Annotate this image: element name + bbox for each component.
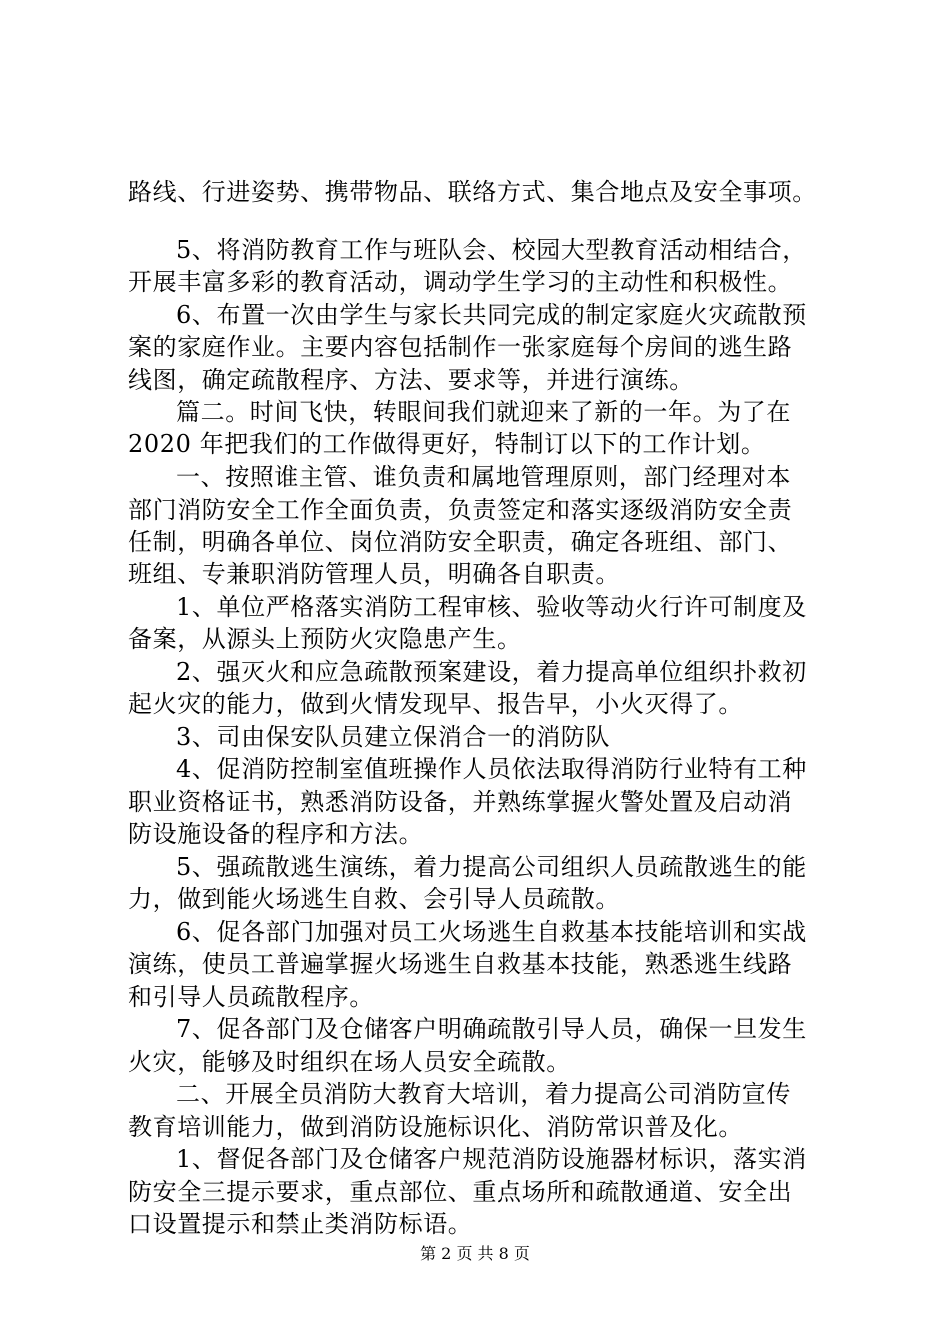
text-line: 4、促消防控制室值班操作人员依法取得消防行业特有工种 [176, 755, 807, 783]
text-line: 一、按照谁主管、谁负责和属地管理原则，部门经理对本 [176, 463, 791, 491]
text-line: 力，做到能火场逃生自救、会引导人员疏散。 [128, 885, 620, 913]
text-line: 7、促各部门及仓储客户明确疏散引导人员，确保一旦发生 [176, 1015, 807, 1043]
text-line: 火灾，能够及时组织在场人员安全疏散。 [128, 1048, 571, 1076]
text-line: 开展丰富多彩的教育活动，调动学生学习的主动性和积极性。 [128, 268, 793, 296]
text-line: 起火灾的能力，做到火情发现早、报告早，小火灭得了。 [128, 690, 743, 718]
text-line: 防安全三提示要求，重点部位、重点场所和疏散通道、安全出 [128, 1178, 793, 1206]
text-line: 备案，从源头上预防火灾隐患产生。 [128, 625, 522, 653]
text-line: 班组、专兼职消防管理人员，明确各自职责。 [128, 560, 620, 588]
text-line: 和引导人员疏散程序。 [128, 983, 374, 1011]
text-line: 部门消防安全工作全面负责，负责签定和落实逐级消防安全责 [128, 496, 793, 524]
text-line: 1、督促各部门及仓储客户规范消防设施器材标识，落实消 [176, 1145, 807, 1173]
text-line: 案的家庭作业。主要内容包括制作一张家庭每个房间的逃生路 [128, 333, 793, 361]
text-line: 2、强灭火和应急疏散预案建设，着力提高单位组织扑救初 [176, 658, 807, 686]
text-line: 5、强疏散逃生演练，着力提高公司组织人员疏散逃生的能 [176, 853, 807, 881]
text-line: 演练，使员工普遍掌握火场逃生自救基本技能，熟悉逃生线路 [128, 950, 793, 978]
text-line: 二、开展全员消防大教育大培训，着力提高公司消防宣传 [176, 1080, 791, 1108]
text-line: 6、促各部门加强对员工火场逃生自救基本技能培训和实战 [176, 918, 807, 946]
text-line: 6、布置一次由学生与家长共同完成的制定家庭火灾疏散预 [176, 301, 807, 329]
text-line: 线图，确定疏散程序、方法、要求等，并进行演练。 [128, 366, 694, 394]
text-line: 口设置提示和禁止类消防标语。 [128, 1210, 473, 1238]
text-line: 路线、行进姿势、携带物品、联络方式、集合地点及安全事项。 [128, 178, 817, 206]
text-line: 任制，明确各单位、岗位消防安全职责，确定各班组、部门、 [128, 528, 793, 556]
text-line: 防设施设备的程序和方法。 [128, 820, 424, 848]
text-line: 篇二。时间飞快，转眼间我们就迎来了新的一年。为了在 [176, 398, 791, 426]
text-line: 2020 年把我们的工作做得更好，特制订以下的工作计划。 [128, 430, 766, 458]
text-line: 1、单位严格落实消防工程审核、验收等动火行许可制度及 [176, 593, 807, 621]
text-line: 3、司由保安队员建立保消合一的消防队 [176, 723, 611, 751]
text-line: 5、将消防教育工作与班队会、校园大型教育活动相结合， [176, 236, 807, 264]
text-line: 职业资格证书，熟悉消防设备，并熟练掌握火警处置及启动消 [128, 788, 793, 816]
page-number-footer: 第 2 页 共 8 页 [420, 1244, 530, 1263]
text-line: 教育培训能力，做到消防设施标识化、消防常识普及化。 [128, 1113, 743, 1141]
